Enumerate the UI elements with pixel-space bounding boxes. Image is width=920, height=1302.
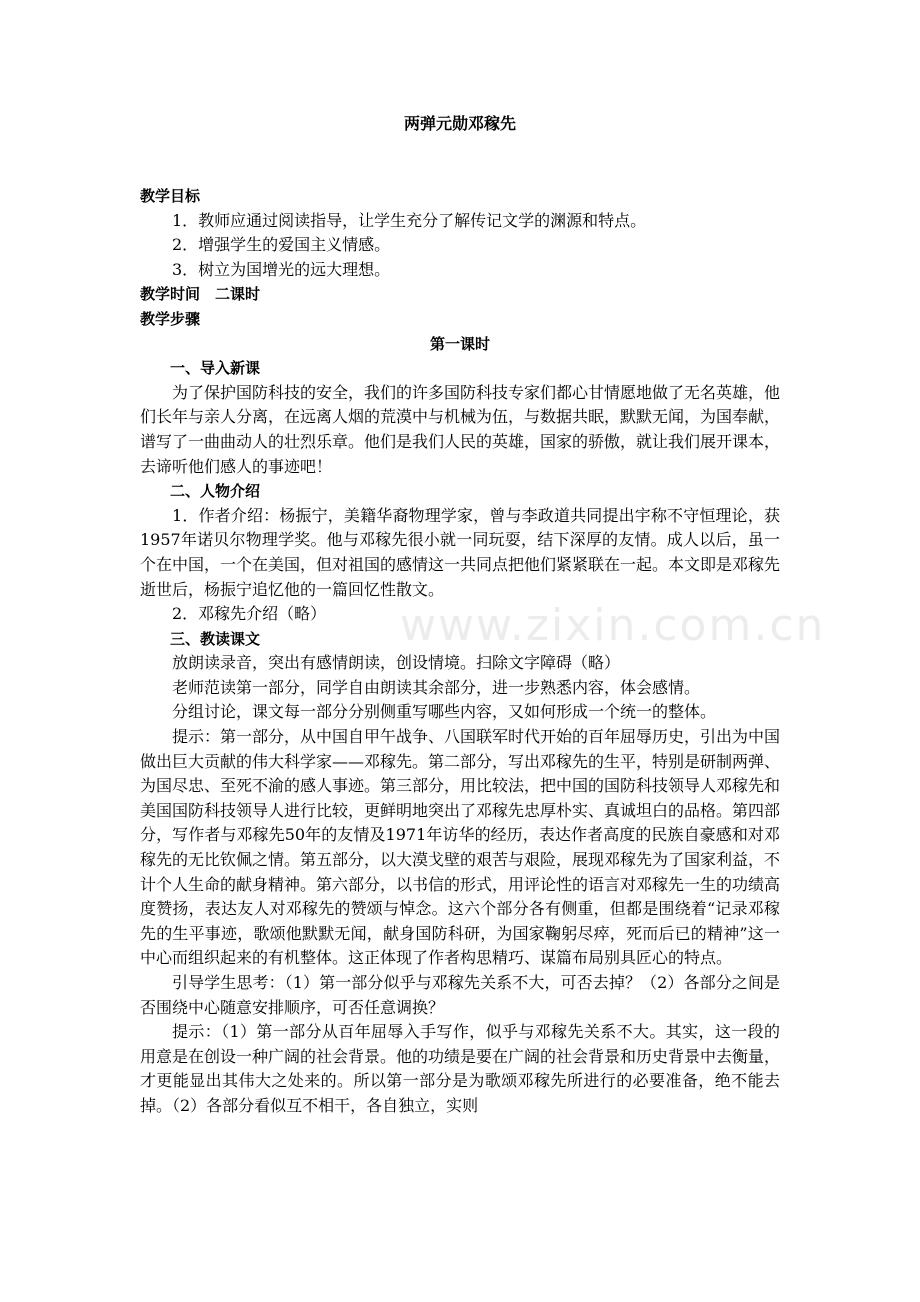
objective-item: 2．增强学生的爱国主义情感。: [172, 235, 391, 255]
section1-heading: 一、导入新课: [170, 359, 261, 378]
section1-text: 为了保护国防科技的安全，我们的许多国防科技专家们都心甘情愿地做了无名英雄，他们长年与亲人分离，在远离人烟的荒漠中与机械为伍，与数据共眠，默默无闻，为国奉献，谱写了一曲曲动人的壮烈乐章。他们是我们人民的英雄，国家的骄傲，就让我们展开课本，去谛听他们感人的事迹吧！: [140, 382, 781, 476]
objectives-heading: 教学目标: [140, 187, 201, 205]
watermark: www.zixin.com.cn: [400, 600, 826, 651]
document-title: 两弹元勋邓稼先: [403, 114, 516, 133]
objective-item: 3．树立为国增光的远大理想。: [172, 259, 391, 279]
section3-paragraph: 提示：第一部分，从中国自甲午战争、八国联军时代开始的百年屈辱历史，引出为中国做出巨大贡献的伟大科学家——邓稼先。第二部分，写出邓稼先的生平，特别是研制两弹、为国尽忠、至死不渝的感人事迹。第三部分，用比较法，把中国的国防科技领导人邓稼先和美国国防科技领导人进行比较，更鲜明地突出了邓稼先忠厚朴实、真诚坦白的品格。第四部分，写作者与邓稼先50年的友情及1971年访华的经历，表达作者高度的民族自豪感和对邓稼先的无比钦佩之情。第五部分，以大漠戈壁的艰苦与艰险，展现邓稼先为了国家利益，不计个人生命的献身精神。第六部分，以书信的形式，用评论性的语言对邓稼先一生的功绩高度赞扬，表达友人对邓稼先的赞颂与悼念。这六个部分各有侧重，但都是围绕着“记录邓稼先的生平事迹，歌颂他默默无闻，献身国防科研，为国家鞠躬尽瘁，死而后已的精神”这一中心而组织起来的有机整体。这正体现了作者构思精巧、谋篇布局别具匠心的特点。: [140, 727, 781, 968]
teaching-time: 教学时间 二课时: [140, 285, 261, 304]
section2-heading: 二、人物介绍: [170, 482, 261, 501]
document-page: [140, 110, 780, 1119]
section3-heading: 三、教读课文: [170, 629, 261, 648]
deng-intro: 2．邓稼先介绍（略）: [172, 604, 327, 624]
section3-paragraph: 提示：（1）第一部分从百年屈辱入手写作，似乎与邓稼先关系不大。其实，这一段的用意是在创设一种广阔的社会背景。他的功绩是要在广阔的社会背景和历史背景中去衡量，才更能显出其伟大之处来的。所以第一部分是为歌颂邓稼先所进行的必要准备，绝不能去掉。（2）各部分看似互不相干，各自独立，实则: [140, 1022, 781, 1115]
steps-heading: 教学步骤: [140, 309, 201, 328]
section3-paragraph: 引导学生思考：（1）第一部分似乎与邓稼先关系不大，可否去掉？（2）各部分之间是否围绕中心随意安排顺序，可否任意调换？: [140, 973, 780, 1017]
section3-paragraph: 放朗读录音，突出有感情朗读，创设情境。扫除文字障碍（略）: [172, 653, 621, 673]
lesson1-heading: 第一课时: [429, 334, 490, 353]
section3-paragraph: 分组讨论，课文每一部分分别侧重写哪些内容，又如何形成一个统一的整体。: [172, 702, 717, 722]
author-intro: 1．作者介绍：杨振宁，美籍华裔物理学家，曾与李政道共同提出宇称不守恒理论，获1957年诺贝尔物理学奖。他与邓稼先很小就一同玩耍，结下深厚的友情。成人以后，虽一个在中国，一个在美国，但对祖国的感情这一共同点把他们紧紧联在一起。本文即是邓稼先逝世后，杨振宁追忆他的一篇回忆性散文。: [140, 505, 781, 599]
section3-paragraph: 老师范读第一部分，同学自由朗读其余部分，进一步熟悉内容，体会感情。: [172, 677, 701, 697]
objective-item: 1．教师应通过阅读指导，让学生充分了解传记文学的渊源和特点。: [172, 210, 647, 230]
